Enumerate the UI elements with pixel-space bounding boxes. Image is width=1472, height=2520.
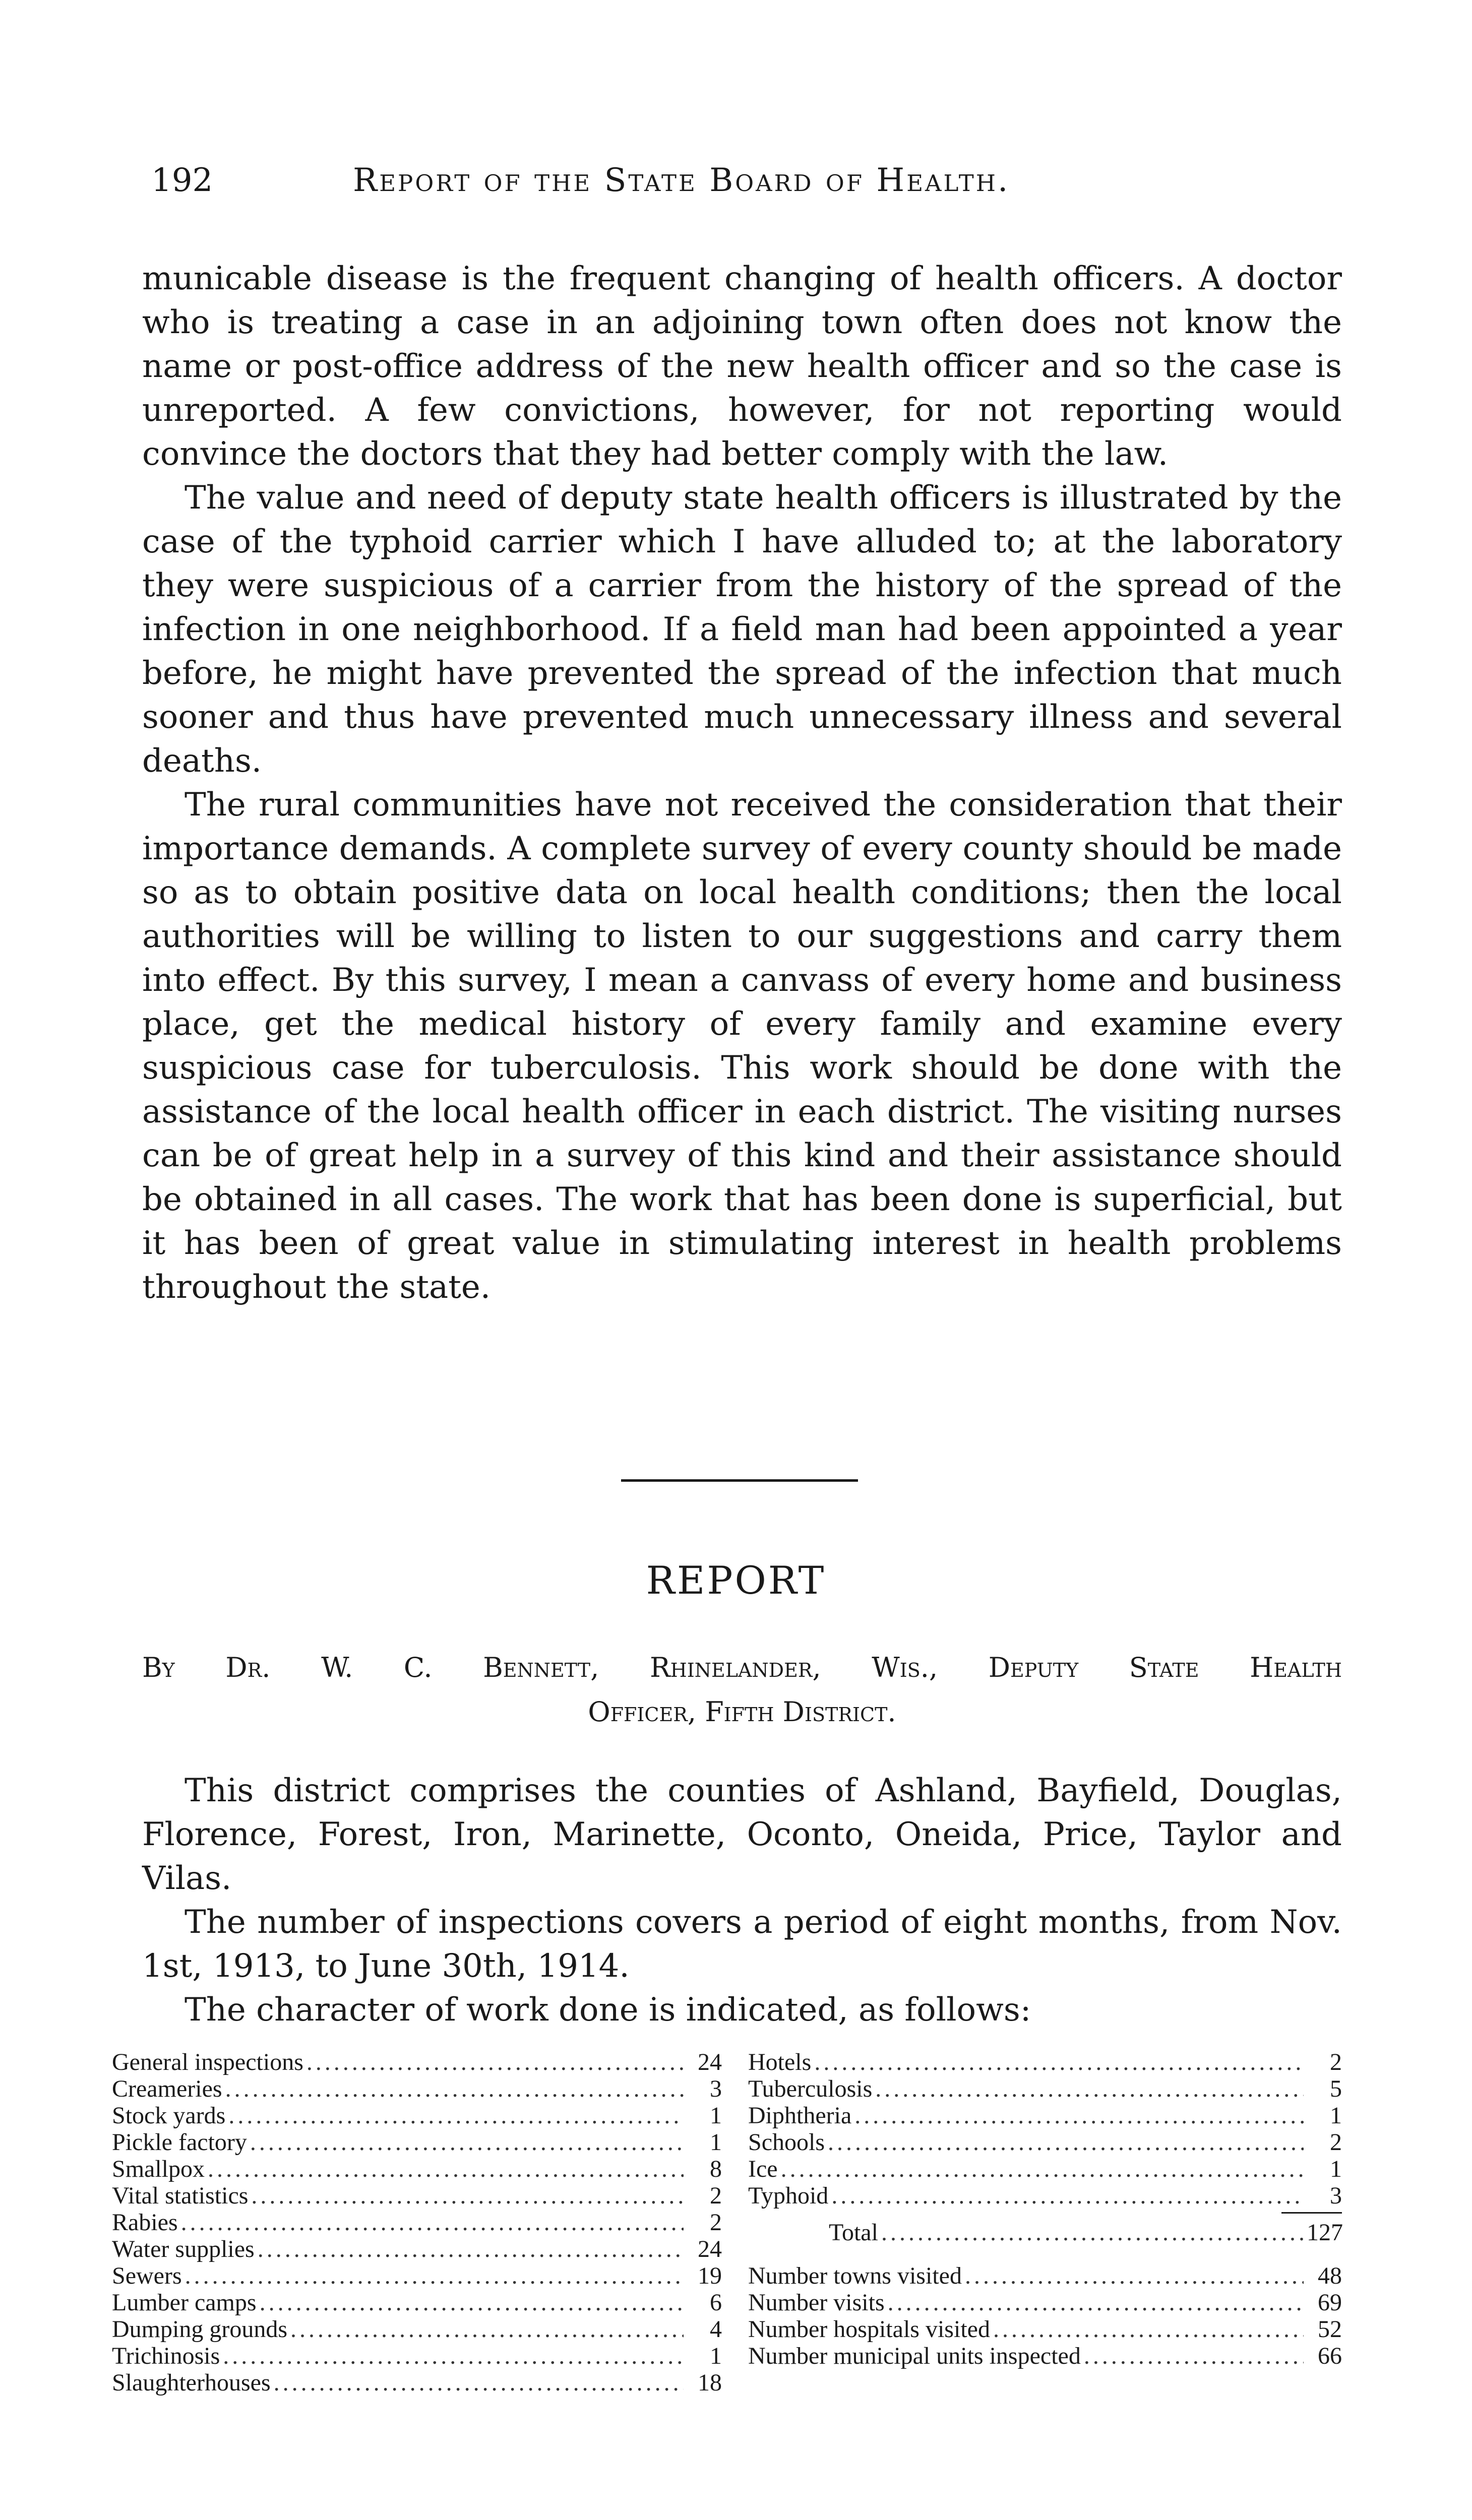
stat-row: Number hospitals visited ..... 52 — [748, 2316, 1342, 2343]
byline-line-1: By Dr. W. C. Bennett, Rhinelander, Wis., Deputy State Health — [142, 1652, 1342, 1683]
body-text — [142, 257, 1342, 1309]
stat-row: General inspections ..... 24 — [112, 2049, 722, 2075]
stat-row: Smallpox ..... 8 — [112, 2156, 722, 2182]
stats-left-column — [112, 2049, 722, 2396]
stat-row: Ice ..... 1 — [748, 2156, 1342, 2182]
stat-row: Lumber camps ..... 6 — [112, 2289, 722, 2316]
paragraph-3: The rural communities have not received the consideration that their importance demands. A complete survey of every county should be made so as to obtain positive data on local health conditions; then the local authorities will be willing to listen to our suggestions and carry them into effect. By this survey, I mean a canvass of every home and business place, get the medical history of every family and examine every suspicious case for tuberculosis. This work should be done with the assistance of the local health officer in each district. The visiting nurses can be of great help in a survey of this kind and their assistance should be obtained in all cases. The work that has been done is superficial, but it has been of great value in stimulating interest in health problems throughout the state. — [142, 786, 1342, 1306]
stat-row: Water supplies ..... 24 — [112, 2236, 722, 2262]
stat-row: Schools ..... 2 — [748, 2129, 1342, 2156]
paragraph-1: municable disease is the frequent changing of health officers. A doctor who is treating a case in an adjoining town often does not know the name or post-office address of the new health officer and so the case is unreported. A few convictions, however, for not reporting would convince the doctors that they had better comply with the law. — [142, 260, 1342, 473]
stats-right-column — [748, 2049, 1342, 2369]
stat-row: Typhoid ..... 3 — [748, 2182, 1342, 2209]
report-intro — [142, 1769, 1342, 2032]
report-byline — [142, 1646, 1342, 1734]
stat-row: Tuberculosis ..... 5 — [748, 2075, 1342, 2102]
stat-row: Trichinosis ..... 1 — [112, 2343, 722, 2369]
paragraph-2: The value and need of deputy state health officers is illustrated by the case of the typhoid carrier which I have alluded to; at the laboratory they were suspicious of a carrier from the history of the spread of the infection in one neighborhood. If a field man had been appointed a year before, he might have prevented the spread of the infection that much sooner and thus have prevented much unnecessary illness and several deaths. — [142, 479, 1342, 780]
report-title: REPORT — [646, 1558, 826, 1603]
byline-line-2: Officer, Fifth District. — [588, 1696, 896, 1728]
stat-row: Rabies ..... 2 — [112, 2209, 722, 2236]
stat-row: Diphtheria ..... 1 — [748, 2102, 1342, 2129]
intro-paragraph-3: The character of work done is indicated, as follows: — [185, 1991, 1031, 2029]
page-number: 192 — [151, 162, 213, 199]
sum-rule — [748, 2209, 1342, 2219]
stat-row: Pickle factory ..... 1 — [112, 2129, 722, 2156]
stat-row: Hotels ..... 2 — [748, 2049, 1342, 2075]
section-divider — [621, 1479, 858, 1482]
stat-row: Slaughterhouses ..... 18 — [112, 2369, 722, 2396]
stat-row: Sewers ..... 19 — [112, 2262, 722, 2289]
intro-paragraph-2: The number of inspections covers a period of eight months, from Nov. 1st, 1913, to June 30th, 1914. — [142, 1904, 1342, 1985]
stat-row: Stock yards ..... 1 — [112, 2102, 722, 2129]
stat-row: Vital statistics ..... 2 — [112, 2182, 722, 2209]
stat-row: Number municipal units inspected ..... 66 — [748, 2343, 1342, 2369]
total-row: Total ..... 127 — [748, 2219, 1342, 2246]
running-head: Report of the State Board of Health. — [353, 162, 1010, 199]
stat-row: Creameries ..... 3 — [112, 2075, 722, 2102]
stat-row: Number towns visited ..... 48 — [748, 2262, 1342, 2289]
intro-paragraph-1: This district comprises the counties of Ashland, Bayfield, Douglas, Florence, Forest, Iron, Marinette, Oconto, Oneida, Price, Taylor and Vilas. — [142, 1772, 1342, 1897]
stat-row: Dumping grounds ..... 4 — [112, 2316, 722, 2343]
stat-row: Number visits ..... 69 — [748, 2289, 1342, 2316]
